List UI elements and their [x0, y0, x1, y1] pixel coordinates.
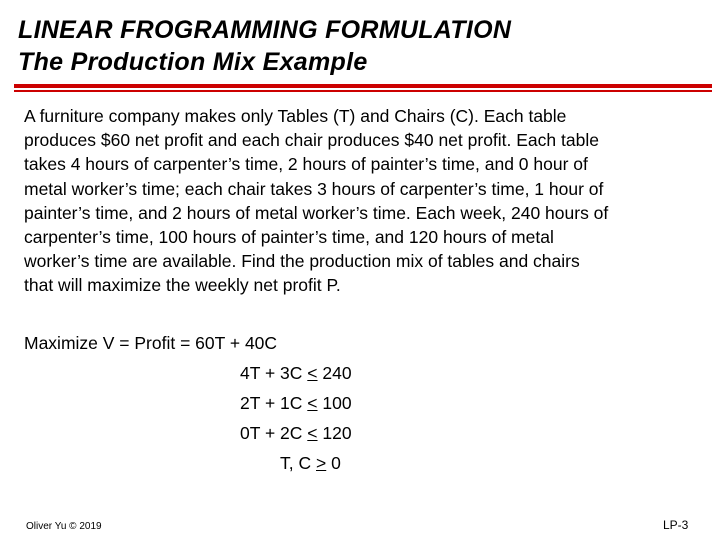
objective-function: Maximize V = Profit = 60T + 40C [24, 333, 278, 353]
problem-statement [24, 104, 700, 298]
constraint-rhs: 120 [322, 423, 352, 443]
constraint-rhs: 240 [322, 363, 352, 383]
paragraph-line: painter’s time, and 2 hours of metal worker’s time. Each week, 240 hours of [24, 202, 609, 223]
greater-equal-symbol: > [316, 453, 327, 473]
slide-title [18, 14, 511, 78]
paragraph-line: that will maximize the weekly net profit P. [24, 275, 341, 296]
constraint-painter [240, 391, 352, 415]
constraint-carpenter [240, 361, 352, 385]
constraint-lhs: 0T + 2C [240, 423, 303, 443]
less-equal-symbol: < [307, 363, 318, 383]
less-equal-symbol: < [307, 393, 318, 413]
paragraph-line: A furniture company makes only Tables (T) and Chairs (C). Each table [24, 106, 567, 126]
constraint-rhs: 0 [331, 453, 341, 473]
constraint-non-negativity [280, 451, 341, 475]
paragraph-line: produces $60 net profit and each chair produces $40 net profit. Each table [24, 130, 599, 151]
footer-author: Oliver Yu © 2019 [26, 521, 102, 532]
footer-page-number: LP-3 [663, 518, 689, 532]
constraint-lhs: 4T + 3C [240, 363, 303, 383]
title-line-2: The Production Mix Example [18, 48, 368, 76]
constraint-lhs: T, C [280, 453, 312, 473]
paragraph-line: metal worker’s time; each chair takes 3 hours of carpenter’s time, 1 hour of [24, 178, 604, 199]
less-equal-symbol: < [307, 423, 318, 443]
title-divider-thick [14, 84, 712, 88]
paragraph-line: takes 4 hours of carpenter’s time, 2 hours of painter’s time, and 0 hour of [24, 154, 588, 175]
title-line-1: LINEAR FROGRAMMING FORMULATION [18, 16, 512, 44]
constraint-lhs: 2T + 1C [240, 393, 303, 413]
title-divider-thin [14, 90, 712, 92]
paragraph-line: worker’s time are available. Find the production mix of tables and chairs [24, 251, 580, 272]
constraint-metal-worker [240, 421, 352, 445]
paragraph-line: carpenter’s time, 100 hours of painter’s time, and 120 hours of metal [24, 227, 554, 248]
constraint-rhs: 100 [322, 393, 352, 413]
